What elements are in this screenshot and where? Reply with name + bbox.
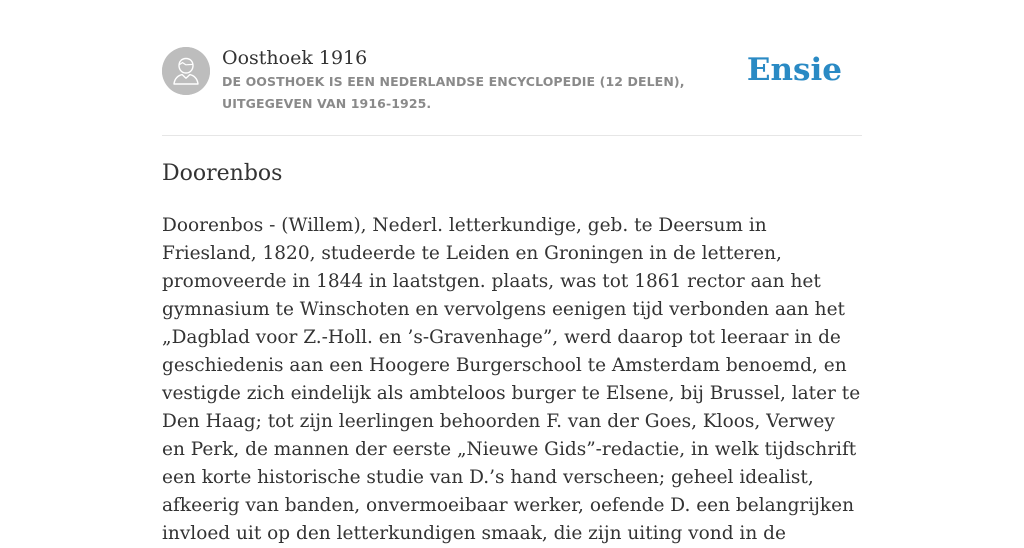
entry-title: Doorenbos [162,161,283,186]
content-container [162,0,862,544]
user-avatar-icon[interactable] [162,47,210,95]
source-title[interactable]: Oosthoek 1916 [222,47,368,69]
ensie-logo[interactable]: Ensie [746,52,842,88]
source-header [162,0,862,136]
avatar-person-icon [162,47,210,95]
source-description: DE OOSTHOEK IS EEN NEDERLANDSE ENCYCLOPEDIE (12 DELEN), UITGEGEVEN VAN 1916-1925. [222,74,685,111]
entry-body: Doorenbos - (Willem), Nederl. letterkundige, geb. te Deersum in Friesland, 1820, studeerde te Leiden en Groningen in de letteren, promoveerde in 1844 in laatstgen. plaats, was tot 1861 rector aan het gymnasium te Winschoten en vervolgens eenigen tijd verbonden aan het „Dagblad voor Z.-Holl. en ’s-Gravenhage”, werd daarop tot leeraar in de geschiedenis aan een Hoogere Burgerschool te Amsterdam benoemd, en vestigde zich eindelijk als ambteloos burger te Elsene, bij Brussel, later te Den Haag; tot zijn leerlingen behoorden F. van der Goes, Kloos, Verwey en Perk, de mannen der eerste „Nieuwe Gids”-redactie, in welk tijdschrift een korte historische studie van D.’s hand verscheen; geheel idealist, afkeerig van banden, onvermoeibaar werker, oefende D. een belangrijken invloed uit op den letterkundigen smaak, die zijn uiting vond in de [162,215,861,544]
source-info [222,45,762,115]
